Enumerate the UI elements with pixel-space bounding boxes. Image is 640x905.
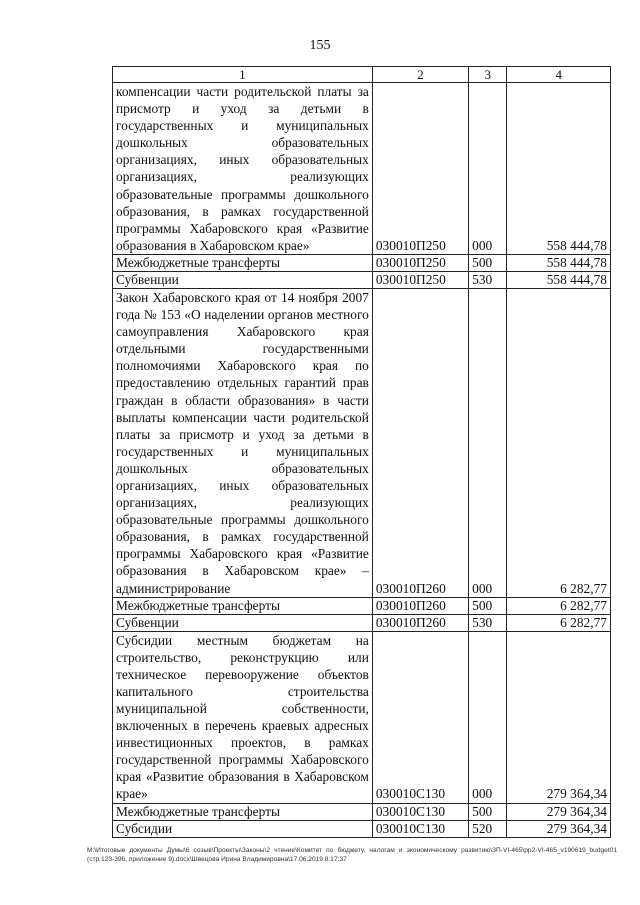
row-amount: 6 282,77 xyxy=(507,614,611,631)
row-expense-type: 530 xyxy=(469,271,507,288)
row-expense-type: 500 xyxy=(469,254,507,271)
table-row xyxy=(113,271,611,288)
row-description: компенсации части родительской платы за присмотр и уход за детьми в государственных и муниципальных дошкольных образовательных организациях, иных образовательных организациях, реализующих образовательные программы дошкольного образования, в рамках государственной программы Хабаровского края «Развитие образования в Хабаровском крае» xyxy=(113,83,373,255)
row-description: Субвенции xyxy=(113,271,373,288)
row-target-code: 030010П250 xyxy=(372,254,468,271)
header-col-4: 4 xyxy=(507,67,611,83)
row-amount: 558 444,78 xyxy=(507,271,611,288)
row-target-code: 030010С130 xyxy=(372,631,468,803)
table-row xyxy=(113,288,611,597)
row-description: Межбюджетные трансферты xyxy=(113,803,373,820)
row-description: Закон Хабаровского края от 14 ноября 2007 года № 153 «О наделении органов местного самоуправления Хабаровского края отдельными государственными полномочиями Хабаровского края по предоставлению отдельных гарантий прав граждан в области образования» в части выплаты компенсации части родительской платы за присмотр и уход за детьми в государственных и муниципальных дошкольных образовательных организациях, иных образовательных организациях, реализующих образовательные программы дошкольного образования, в рамках государственной программы Хабаровского края «Развитие образования в Хабаровском крае» – администрирование xyxy=(113,288,373,597)
row-expense-type: 500 xyxy=(469,597,507,614)
row-amount: 279 364,34 xyxy=(507,803,611,820)
header-col-3: 3 xyxy=(469,67,507,83)
header-col-2: 2 xyxy=(372,67,468,83)
budget-table xyxy=(112,66,611,838)
row-description: Субсидии xyxy=(113,820,373,837)
row-target-code: 030010С130 xyxy=(372,820,468,837)
row-description: Межбюджетные трансферты xyxy=(113,597,373,614)
row-target-code: 030010П250 xyxy=(372,271,468,288)
row-description: Субсидии местным бюджетам на строительство, реконструкцию или техническое перевооружение объектов капитального строительства муниципальной собственности, включенных в перечень краевых адресных инвестиционных проектов, в рамках государственной программы Хабаровского края «Развитие образования в Хабаровском крае» xyxy=(113,631,373,803)
table-row xyxy=(113,631,611,803)
row-amount: 6 282,77 xyxy=(507,288,611,597)
table-row xyxy=(113,614,611,631)
document-path-footer: M:\Итоговые документы Думы\6 созыв\Проекты\Законы\2 чтение\Комитет по бюджету, налогам и экономическому развитию\ЗП-VI-465\pp2-VI-465_v190619_budget01 (стр.123-396, приложение 9).docx\Швецова Ирина Владимировна\17.06.2019 8:17:37 xyxy=(87,847,617,863)
row-amount: 279 364,34 xyxy=(507,820,611,837)
row-expense-type: 000 xyxy=(469,83,507,255)
table-row xyxy=(113,803,611,820)
row-amount: 558 444,78 xyxy=(507,83,611,255)
page-number: 155 xyxy=(309,38,331,53)
table-header-row xyxy=(113,67,611,83)
row-target-code: 030010П250 xyxy=(372,83,468,255)
header-col-1: 1 xyxy=(113,67,373,83)
row-description: Межбюджетные трансферты xyxy=(113,254,373,271)
table-row xyxy=(113,597,611,614)
row-expense-type: 520 xyxy=(469,820,507,837)
table-row xyxy=(113,820,611,837)
row-expense-type: 000 xyxy=(469,288,507,597)
row-amount: 6 282,77 xyxy=(507,597,611,614)
row-target-code: 030010П260 xyxy=(372,614,468,631)
row-expense-type: 530 xyxy=(469,614,507,631)
row-amount: 558 444,78 xyxy=(507,254,611,271)
row-target-code: 030010С130 xyxy=(372,803,468,820)
table-row xyxy=(113,254,611,271)
row-expense-type: 500 xyxy=(469,803,507,820)
row-expense-type: 000 xyxy=(469,631,507,803)
row-amount: 279 364,34 xyxy=(507,631,611,803)
table-row xyxy=(113,83,611,255)
row-target-code: 030010П260 xyxy=(372,288,468,597)
row-description: Субвенции xyxy=(113,614,373,631)
row-target-code: 030010П260 xyxy=(372,597,468,614)
